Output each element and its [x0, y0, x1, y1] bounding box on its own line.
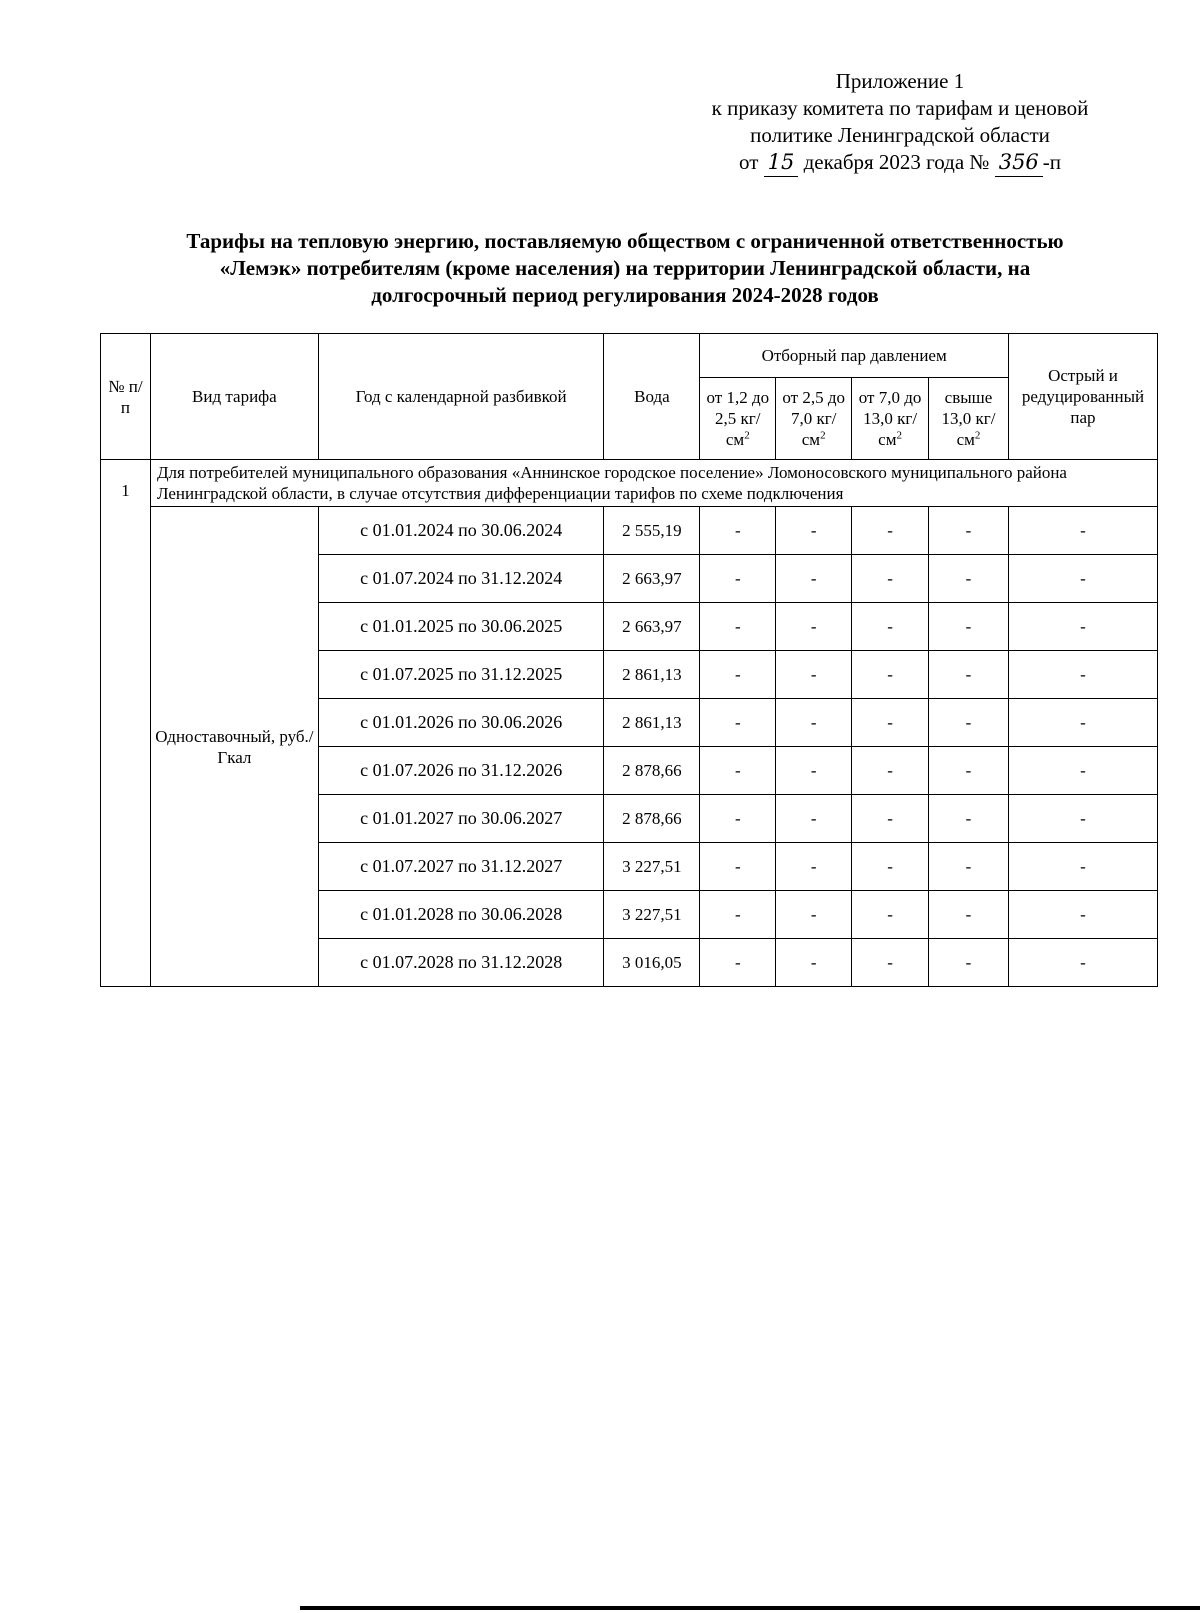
tariff-table [100, 333, 1158, 987]
date-day-handwritten: 15 [764, 149, 799, 177]
order-suffix: -п [1042, 150, 1062, 174]
empty-tariff-cell: - [852, 891, 929, 939]
empty-tariff-cell: - [852, 603, 929, 651]
water-tariff-cell: 3 227,51 [604, 891, 700, 939]
empty-tariff-cell: - [852, 747, 929, 795]
empty-tariff-cell: - [776, 843, 852, 891]
title-line-3: долгосрочный период регулирования 2024-2028 годов [371, 283, 879, 307]
header-water: Вода [604, 334, 700, 460]
empty-tariff-cell: - [776, 939, 852, 987]
empty-tariff-cell: - [776, 795, 852, 843]
header-num: № п/п [101, 334, 151, 460]
header-sharp-steam: Острый и редуцированный пар [1008, 334, 1157, 460]
empty-tariff-cell: - [929, 651, 1009, 699]
water-tariff-cell: 2 878,66 [604, 795, 700, 843]
water-tariff-cell: 2 663,97 [604, 603, 700, 651]
empty-tariff-cell: - [852, 795, 929, 843]
header-pressure-2: от 2,5 до 7,0 $кг/см^2$ [776, 378, 852, 460]
water-tariff-cell: 2 861,13 [604, 699, 700, 747]
empty-tariff-cell: - [700, 507, 776, 555]
empty-tariff-cell: - [1008, 795, 1157, 843]
period-cell: с 01.01.2024 по 30.06.2024 [318, 507, 604, 555]
empty-tariff-cell: - [852, 555, 929, 603]
empty-tariff-cell: - [1008, 699, 1157, 747]
water-tariff-cell: 2 555,19 [604, 507, 700, 555]
appendix-order-line: к приказу комитета по тарифам и ценовой [711, 96, 1089, 120]
order-number-handwritten: 356 [995, 149, 1043, 177]
empty-tariff-cell: - [700, 795, 776, 843]
tariff-kind: Одноставочный, руб./Гкал [150, 507, 318, 987]
empty-tariff-cell: - [929, 795, 1009, 843]
empty-tariff-cell: - [929, 939, 1009, 987]
period-cell: с 01.07.2027 по 31.12.2027 [318, 843, 604, 891]
header-pressure-1: от 1,2 до 2,5 $кг/см^2$ [700, 378, 776, 460]
water-tariff-cell: 3 227,51 [604, 843, 700, 891]
empty-tariff-cell: - [1008, 939, 1157, 987]
scan-edge-line [300, 1606, 1200, 1610]
empty-tariff-cell: - [929, 843, 1009, 891]
period-cell: с 01.01.2026 по 30.06.2026 [318, 699, 604, 747]
period-cell: с 01.01.2028 по 30.06.2028 [318, 891, 604, 939]
empty-tariff-cell: - [1008, 747, 1157, 795]
period-cell: с 01.07.2025 по 31.12.2025 [318, 651, 604, 699]
empty-tariff-cell: - [700, 843, 776, 891]
empty-tariff-cell: - [700, 699, 776, 747]
empty-tariff-cell: - [852, 699, 929, 747]
header-pressure-3: от 7,0 до 13,0 $кг/см^2$ [852, 378, 929, 460]
empty-tariff-cell: - [1008, 891, 1157, 939]
water-tariff-cell: 2 663,97 [604, 555, 700, 603]
period-cell: с 01.07.2026 по 31.12.2026 [318, 747, 604, 795]
group-row [101, 460, 1158, 507]
empty-tariff-cell: - [1008, 603, 1157, 651]
empty-tariff-cell: - [776, 891, 852, 939]
empty-tariff-cell: - [776, 507, 852, 555]
empty-tariff-cell: - [700, 651, 776, 699]
empty-tariff-cell: - [1008, 507, 1157, 555]
water-tariff-cell: 2 861,13 [604, 651, 700, 699]
empty-tariff-cell: - [776, 747, 852, 795]
header-pressure-4: свыше 13,0 $кг/см^2$ [929, 378, 1009, 460]
empty-tariff-cell: - [700, 555, 776, 603]
row-number: 1 [101, 460, 151, 987]
period-cell: с 01.01.2025 по 30.06.2025 [318, 603, 604, 651]
empty-tariff-cell: - [776, 651, 852, 699]
empty-tariff-cell: - [700, 939, 776, 987]
empty-tariff-cell: - [700, 603, 776, 651]
date-suffix: декабря 2023 года № [803, 150, 990, 174]
empty-tariff-cell: - [776, 699, 852, 747]
empty-tariff-cell: - [700, 747, 776, 795]
empty-tariff-cell: - [852, 651, 929, 699]
consumer-group-description: Для потребителей муниципального образования «Аннинское городское поселение» Ломоносовского муниципального района Ленинградской области, в случае отсутствия дифференциации тарифов по схеме подключения [150, 460, 1157, 507]
appendix-committee-line: политике Ленинградской области [750, 123, 1050, 147]
empty-tariff-cell: - [852, 843, 929, 891]
appendix-date-line [660, 149, 1140, 177]
appendix-block [660, 68, 1140, 177]
document-title [100, 228, 1150, 309]
empty-tariff-cell: - [1008, 555, 1157, 603]
empty-tariff-cell: - [700, 891, 776, 939]
title-line-2: «Лемэк» потребителям (кроме населения) на территории Ленинградской области, на [219, 256, 1031, 280]
period-cell: с 01.01.2027 по 30.06.2027 [318, 795, 604, 843]
title-line-1: Тарифы на тепловую энергию, поставляемую обществом с ограниченной ответственностью [186, 229, 1064, 253]
empty-tariff-cell: - [1008, 843, 1157, 891]
empty-tariff-cell: - [929, 747, 1009, 795]
water-tariff-cell: 2 878,66 [604, 747, 700, 795]
period-cell: с 01.07.2028 по 31.12.2028 [318, 939, 604, 987]
header-year: Год с календарной разбивкой [318, 334, 604, 460]
table-row [101, 507, 1158, 555]
date-prefix: от [738, 150, 759, 174]
empty-tariff-cell: - [776, 603, 852, 651]
empty-tariff-cell: - [1008, 651, 1157, 699]
water-tariff-cell: 3 016,05 [604, 939, 700, 987]
empty-tariff-cell: - [929, 891, 1009, 939]
period-cell: с 01.07.2024 по 31.12.2024 [318, 555, 604, 603]
empty-tariff-cell: - [776, 555, 852, 603]
empty-tariff-cell: - [852, 507, 929, 555]
header-kind: Вид тарифа [150, 334, 318, 460]
empty-tariff-cell: - [929, 603, 1009, 651]
empty-tariff-cell: - [929, 507, 1009, 555]
empty-tariff-cell: - [929, 555, 1009, 603]
header-steam-group: Отборный пар давлением [700, 334, 1009, 378]
empty-tariff-cell: - [929, 699, 1009, 747]
appendix-title: Приложение 1 [835, 69, 965, 93]
empty-tariff-cell: - [852, 939, 929, 987]
